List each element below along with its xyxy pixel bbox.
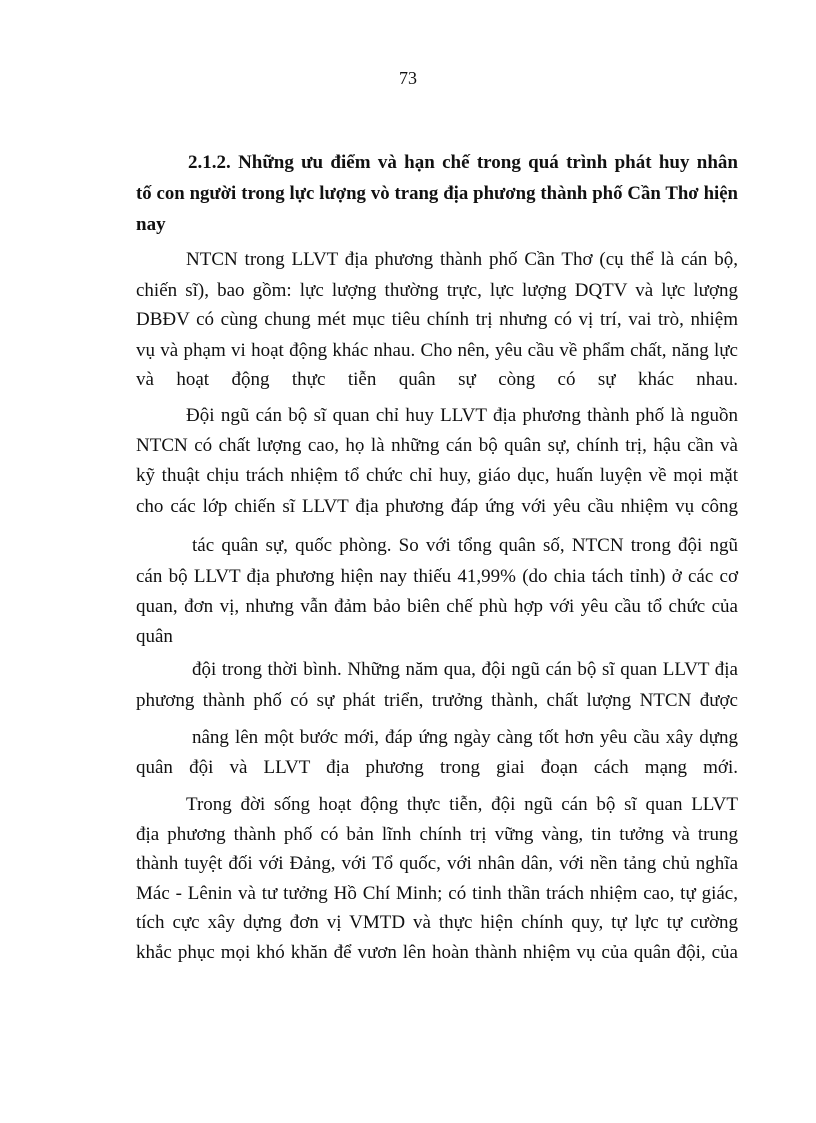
text-line: nâng lên một bước mới, đáp ứng ngày càng tốt hơn yêu cầu xây dựng: [192, 727, 738, 748]
page-number: 73: [399, 68, 417, 88]
text-line: NTCN có chất lượng cao, họ là những cán bộ quân sự, chính trị, hậu cần và: [136, 435, 738, 456]
text-line: Đội ngũ cán bộ sĩ quan chỉ huy LLVT địa phương thành phố là nguồn: [186, 405, 738, 426]
heading-line: tố con người trong lực lượng vò trang địa phương thành phố Cần Thơ hiện: [136, 183, 738, 204]
heading-line: 2.1.2. Những ưu điểm và hạn chế trong quá trình phát huy nhân: [188, 152, 738, 173]
text-line: tích cực xây dựng đơn vị VMTD và thực hiện chính quy, tự lực tự cường: [136, 912, 738, 933]
text-line: tác quân sự, quốc phòng. So với tổng quân số, NTCN trong đội ngũ: [192, 535, 738, 556]
text-line: quân đội và LLVT địa phương trong giai đoạn cách mạng mới.: [136, 757, 738, 778]
text-line: chiến sĩ), bao gồm: lực lượng thường trực, lực lượng DQTV và lực lượng: [136, 280, 738, 301]
text-line: cho các lớp chiến sĩ LLVT địa phương đáp ứng với yêu cầu nhiệm vụ công: [136, 496, 738, 517]
text-line: NTCN trong LLVT địa phương thành phố Cần Thơ (cụ thể là cán bộ,: [186, 249, 738, 270]
text-line: phương thành phố có sự phát triển, trưởng thành, chất lượng NTCN được: [136, 690, 738, 711]
text-line: và hoạt động thực tiễn quân sự còng có sự khác nhau.: [136, 369, 738, 390]
text-line: quan, đơn vị, nhưng vẫn đảm bảo biên chế phù hợp với yêu cầu tổ chức của: [136, 596, 738, 617]
text-line: Trong đời sống hoạt động thực tiễn, đội ngũ cán bộ sĩ quan LLVT: [186, 794, 738, 815]
text-line: DBĐV có cùng chung mét mục tiêu chính trị nhưng có vị trí, vai trò, nhiệm: [136, 309, 738, 330]
text-line: cán bộ LLVT địa phương hiện nay thiếu 41,99% (do chia tách tỉnh) ở các cơ: [136, 566, 738, 587]
text-line: đội trong thời bình. Những năm qua, đội ngũ cán bộ sĩ quan LLVT địa: [192, 659, 738, 680]
text-line: địa phương thành phố có bản lĩnh chính trị vững vàng, tin tưởng và trung: [136, 824, 738, 845]
text-line: vụ và phạm vi hoạt động khác nhau. Cho nên, yêu cầu về phẩm chất, năng lực: [136, 340, 738, 361]
text-line: kỹ thuật chịu trách nhiệm tổ chức chỉ huy, giáo dục, huấn luyện về mọi mặt: [136, 465, 738, 486]
text-line: khắc phục mọi khó khăn để vươn lên hoàn thành nhiệm vụ của quân đội, của: [136, 942, 738, 963]
text-line: thành tuyệt đối với Đảng, với Tổ quốc, với nhân dân, với nền tảng chủ nghĩa: [136, 853, 738, 874]
text-line: quân: [136, 626, 173, 647]
text-line: Mác - Lênin và tư tưởng Hồ Chí Minh; có tinh thần trách nhiệm cao, tự giác,: [136, 883, 738, 904]
heading-line: nay: [136, 214, 166, 235]
